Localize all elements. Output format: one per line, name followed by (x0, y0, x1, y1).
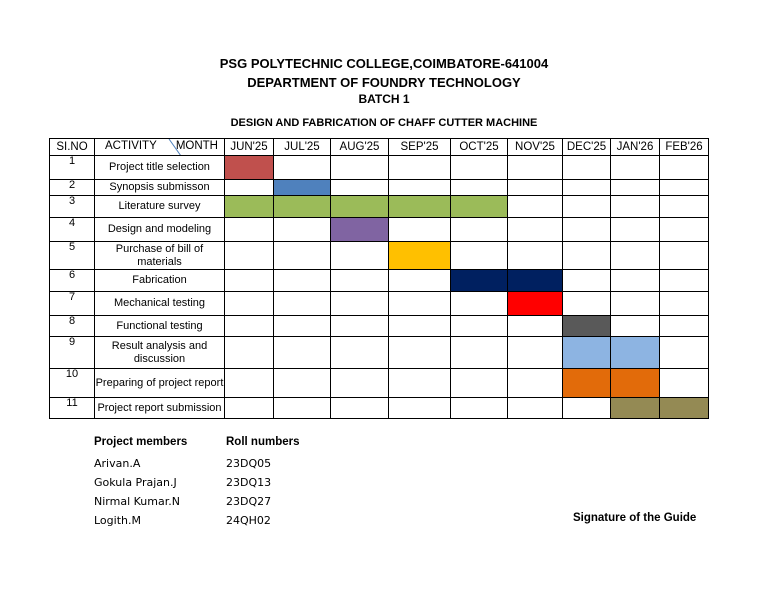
row-number: 1 (50, 156, 95, 180)
gantt-bar-cell (389, 242, 451, 270)
month-header-cell: OCT'25 (451, 139, 508, 156)
table-row (50, 270, 709, 292)
empty-month-cell (274, 156, 331, 180)
empty-month-cell (451, 337, 508, 369)
empty-month-cell (660, 292, 709, 316)
empty-month-cell (389, 180, 451, 196)
empty-month-cell (331, 156, 389, 180)
table-row (50, 242, 709, 270)
gantt-bar-cell (660, 398, 709, 419)
empty-month-cell (660, 242, 709, 270)
empty-month-cell (274, 316, 331, 337)
empty-month-cell (508, 156, 563, 180)
empty-month-cell (508, 316, 563, 337)
empty-month-cell (331, 316, 389, 337)
empty-month-cell (611, 270, 660, 292)
empty-month-cell (508, 218, 563, 242)
activity-cell: Preparing of project report (95, 369, 225, 398)
month-header-cell: AUG'25 (331, 139, 389, 156)
month-header-cell: NOV'25 (508, 139, 563, 156)
empty-month-cell (508, 180, 563, 196)
gantt-bar-cell (225, 156, 274, 180)
roll-numbers-column (226, 436, 326, 530)
activity-cell: Result analysis and discussion (95, 337, 225, 369)
row-number: 6 (50, 270, 95, 292)
project-title: DESIGN AND FABRICATION OF CHAFF CUTTER MACHINE (230, 117, 538, 129)
empty-month-cell (274, 270, 331, 292)
empty-month-cell (451, 156, 508, 180)
gantt-bar-cell (451, 270, 508, 292)
empty-month-cell (660, 156, 709, 180)
empty-month-cell (563, 180, 611, 196)
empty-month-cell (563, 218, 611, 242)
activity-cell: Mechanical testing (95, 292, 225, 316)
empty-month-cell (660, 180, 709, 196)
empty-month-cell (225, 218, 274, 242)
table-row (50, 337, 709, 369)
empty-month-cell (660, 369, 709, 398)
batch-title: BATCH 1 (358, 92, 410, 106)
table-row (50, 180, 709, 196)
gantt-table (49, 138, 709, 419)
gantt-bar-cell (274, 180, 331, 196)
empty-month-cell (611, 196, 660, 218)
empty-month-cell (331, 292, 389, 316)
gantt-bar-cell (389, 196, 451, 218)
activity-month-header (95, 139, 225, 156)
empty-month-cell (508, 369, 563, 398)
empty-month-cell (225, 316, 274, 337)
row-number: 9 (50, 337, 95, 369)
row-number: 7 (50, 292, 95, 316)
month-header-cell: DEC'25 (563, 139, 611, 156)
activity-cell: Fabrication (95, 270, 225, 292)
activity-cell: Synopsis submisson (95, 180, 225, 196)
member-name: Arivan.A (94, 457, 141, 470)
roll-number: 23DQ27 (226, 495, 272, 508)
activity-cell: Purchase of bill of materials (95, 242, 225, 270)
roll-heading: Roll numbers (226, 436, 300, 448)
college-title: PSG POLYTECHNIC COLLEGE,COIMBATORE-641004 (219, 56, 549, 71)
row-number: 5 (50, 242, 95, 270)
activity-cell: Project title selection (95, 156, 225, 180)
empty-month-cell (451, 398, 508, 419)
roll-number: 24QH02 (226, 514, 271, 527)
gantt-bar-cell (563, 316, 611, 337)
empty-month-cell (225, 369, 274, 398)
row-number: 10 (50, 369, 95, 398)
guide-signature-label: Signature of the Guide (573, 512, 697, 524)
empty-month-cell (331, 337, 389, 369)
empty-month-cell (274, 242, 331, 270)
table-header-row (50, 139, 709, 156)
member-name: Nirmal Kumar.N (94, 495, 180, 508)
empty-month-cell (225, 242, 274, 270)
empty-month-cell (563, 156, 611, 180)
empty-month-cell (563, 398, 611, 419)
empty-month-cell (389, 337, 451, 369)
empty-month-cell (274, 337, 331, 369)
table-row (50, 292, 709, 316)
empty-month-cell (389, 270, 451, 292)
empty-month-cell (389, 398, 451, 419)
empty-month-cell (611, 156, 660, 180)
empty-month-cell (274, 292, 331, 316)
row-number: 8 (50, 316, 95, 337)
gantt-bar-cell (331, 218, 389, 242)
gantt-bar-cell (225, 196, 274, 218)
empty-month-cell (274, 398, 331, 419)
gantt-bar-cell (611, 398, 660, 419)
empty-month-cell (389, 369, 451, 398)
empty-month-cell (225, 180, 274, 196)
empty-month-cell (508, 242, 563, 270)
month-header-cell: JAN'26 (611, 139, 660, 156)
gantt-bar-cell (508, 270, 563, 292)
table-row (50, 218, 709, 242)
empty-month-cell (274, 369, 331, 398)
month-header-cell: JUN'25 (225, 139, 274, 156)
table-row (50, 316, 709, 337)
roll-number: 23DQ13 (226, 476, 272, 489)
department-title: DEPARTMENT OF FOUNDRY TECHNOLOGY (247, 75, 521, 90)
empty-month-cell (660, 337, 709, 369)
empty-month-cell (389, 156, 451, 180)
empty-month-cell (611, 242, 660, 270)
empty-month-cell (331, 398, 389, 419)
table-row (50, 196, 709, 218)
member-name: Logith.M (94, 514, 141, 527)
empty-month-cell (611, 316, 660, 337)
empty-month-cell (563, 242, 611, 270)
empty-month-cell (451, 316, 508, 337)
empty-month-cell (508, 196, 563, 218)
empty-month-cell (611, 218, 660, 242)
members-heading: Project members (94, 436, 188, 448)
empty-month-cell (389, 218, 451, 242)
empty-month-cell (331, 180, 389, 196)
row-number: 3 (50, 196, 95, 218)
empty-month-cell (660, 270, 709, 292)
gantt-bar-cell (611, 337, 660, 369)
empty-month-cell (389, 316, 451, 337)
gantt-bar-cell (451, 196, 508, 218)
gantt-bar-cell (563, 369, 611, 398)
gantt-bar-cell (331, 196, 389, 218)
table-row (50, 398, 709, 419)
activity-cell: Literature survey (95, 196, 225, 218)
empty-month-cell (451, 292, 508, 316)
empty-month-cell (451, 369, 508, 398)
empty-month-cell (225, 270, 274, 292)
empty-month-cell (660, 316, 709, 337)
gantt-bar-cell (508, 292, 563, 316)
row-number: 4 (50, 218, 95, 242)
empty-month-cell (331, 369, 389, 398)
activity-cell: Functional testing (95, 316, 225, 337)
empty-month-cell (563, 292, 611, 316)
empty-month-cell (389, 292, 451, 316)
empty-month-cell (451, 180, 508, 196)
empty-month-cell (225, 292, 274, 316)
empty-month-cell (660, 196, 709, 218)
month-header-cell: SEP'25 (389, 139, 451, 156)
empty-month-cell (225, 337, 274, 369)
gantt-bar-cell (274, 196, 331, 218)
month-header: MONTH (175, 140, 218, 152)
empty-month-cell (451, 242, 508, 270)
activity-cell: Design and modeling (95, 218, 225, 242)
gantt-bar-cell (611, 369, 660, 398)
empty-month-cell (331, 270, 389, 292)
row-number: 11 (50, 398, 95, 419)
empty-month-cell (660, 218, 709, 242)
gantt-bar-cell (563, 337, 611, 369)
empty-month-cell (611, 180, 660, 196)
activity-cell: Project report submission (95, 398, 225, 419)
table-row (50, 369, 709, 398)
empty-month-cell (611, 292, 660, 316)
member-name: Gokula Prajan.J (94, 476, 177, 489)
month-header-cell: FEB'26 (660, 139, 709, 156)
month-header-cell: JUL'25 (274, 139, 331, 156)
empty-month-cell (508, 398, 563, 419)
gantt-body (50, 156, 709, 419)
slno-header: SI.NO (50, 139, 95, 156)
empty-month-cell (331, 242, 389, 270)
empty-month-cell (563, 196, 611, 218)
table-row (50, 156, 709, 180)
empty-month-cell (451, 218, 508, 242)
member-names-column (94, 436, 224, 530)
roll-number: 23DQ05 (226, 457, 272, 470)
empty-month-cell (563, 270, 611, 292)
empty-month-cell (508, 337, 563, 369)
empty-month-cell (225, 398, 274, 419)
activity-header: ACTIVITY (105, 140, 157, 152)
row-number: 2 (50, 180, 95, 196)
empty-month-cell (274, 218, 331, 242)
